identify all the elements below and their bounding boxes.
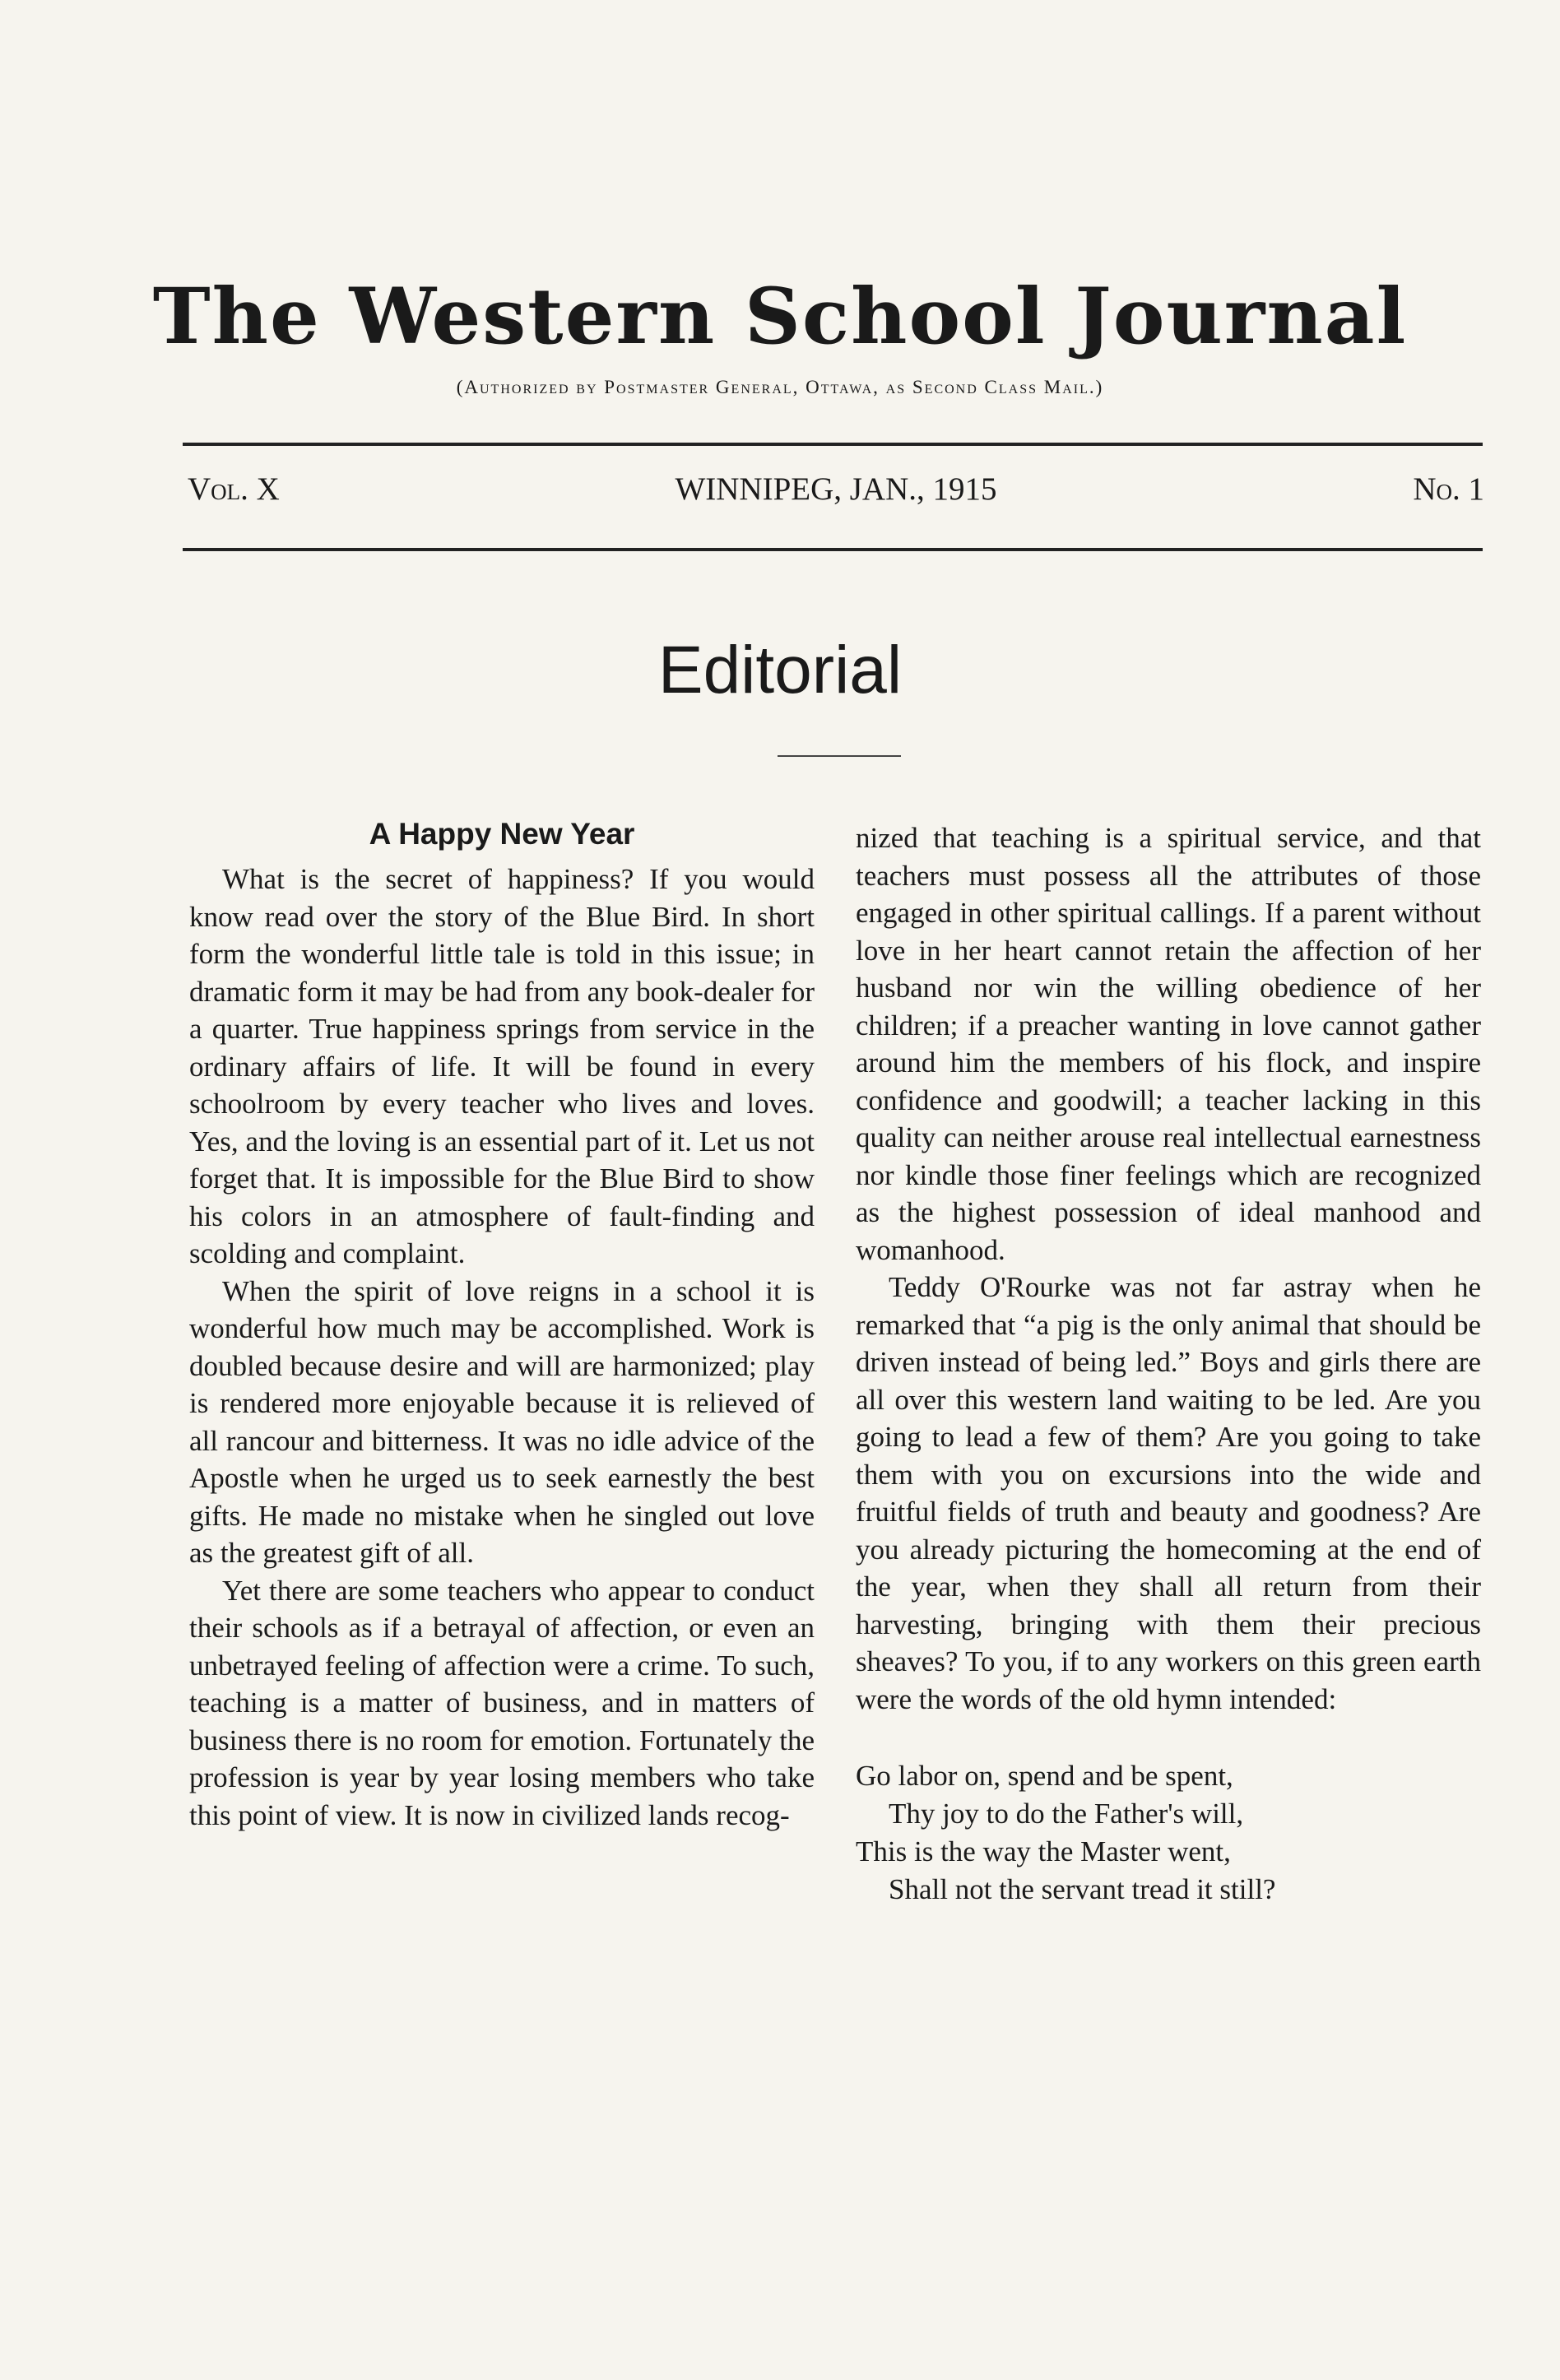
postal-authorization: (Authorized by Postmaster General, Ottawa, as Second Class Mail.) <box>456 377 1104 397</box>
bottom-divider <box>183 548 1483 551</box>
hymn-quote <box>856 1757 1481 1909</box>
right-column <box>856 819 1481 1909</box>
paragraph: Yet there are some teachers who appear to conduct their schools as if a betrayal of affection, or even an unbetrayed feeling of affection were a crime. To such, teaching is a matter of business, and in matters of business there is no room for emotion. Fortunately the profession is year by year losing members who take this point of view. It is now in civilized lands recog- <box>189 1574 815 1831</box>
journal-title: The Western School Journal <box>152 271 1408 362</box>
article-heading: A Happy New Year <box>369 817 635 851</box>
poem-line: This is the way the Master went, <box>856 1835 1231 1867</box>
masthead <box>0 271 1560 398</box>
issue-number: No. 1 <box>1413 471 1484 507</box>
poem-line: Go labor on, spend and be spent, <box>856 1760 1233 1792</box>
poem-line: Thy joy to do the Father's will, <box>889 1798 1244 1830</box>
section-title: Editorial <box>657 633 903 708</box>
paragraph: When the spirit of love reigns in a school it is wonderful how much may be accomplished. Work is doubled because desire and will are harmonized; play is rendered more enjoyable because it is relieved of all rancour and bitterness. It was no idle advice of the Apostle when he urged us to seek earnestly the best gifts. He made no mistake when he singled out love as the greatest gift of all. <box>189 1274 815 1569</box>
poem-line: Shall not the servant tread it still? <box>889 1873 1276 1905</box>
paragraph: What is the secret of happiness? If you would know read over the story of the Blue Bird. In short form the wonderful little tale is told in this issue; in dramatic form it may be had from any book-dealer for a quarter. True happiness springs from service in the ordinary affairs of life. It will be found in every schoolroom by every teacher who lives and loves. Yes, and the loving is an essential part of it. Let us not forget that. It is impossible for the Blue Bird to show his colors in an atmosphere of fault-finding and scolding and complaint. <box>189 863 815 1269</box>
left-column <box>189 814 815 1834</box>
place-date: WINNIPEG, JAN., 1915 <box>675 471 997 507</box>
paragraph: nized that teaching is a spiritual service, and that teachers must possess all the attributes of those engaged in other spiritual callings. If a parent without love in her heart cannot retain the affection of her husband nor win the willing obedience of her children; if a preacher wanting in love cannot gather around him the members of his flock, and inspire confidence and goodwill; a teacher lacking in this quality can neither arouse real intellectual earnestness nor kindle those finer feelings which are recognized as the highest possession of ideal manhood and womanhood. <box>856 822 1481 1266</box>
paragraph: Teddy O'Rourke was not far astray when he remarked that “a pig is the only animal that should be driven instead of being led.” Boys and girls there are all over this western land waiting to be led. Are you going to lead a few of them? Are you going to take them with you on excursions into the wide and fruitful fields of truth and beauty and goodness? Are you already picturing the homecoming at the end of the year, when they shall all return from their harvesting, bringing with them their precious sheaves? To you, if to any workers on this green earth were the words of the old hymn intended: <box>856 1271 1481 1715</box>
top-divider <box>183 443 1483 446</box>
issue-line <box>188 471 1484 520</box>
volume-label: Vol. X <box>188 471 280 507</box>
section-rule <box>778 755 901 757</box>
